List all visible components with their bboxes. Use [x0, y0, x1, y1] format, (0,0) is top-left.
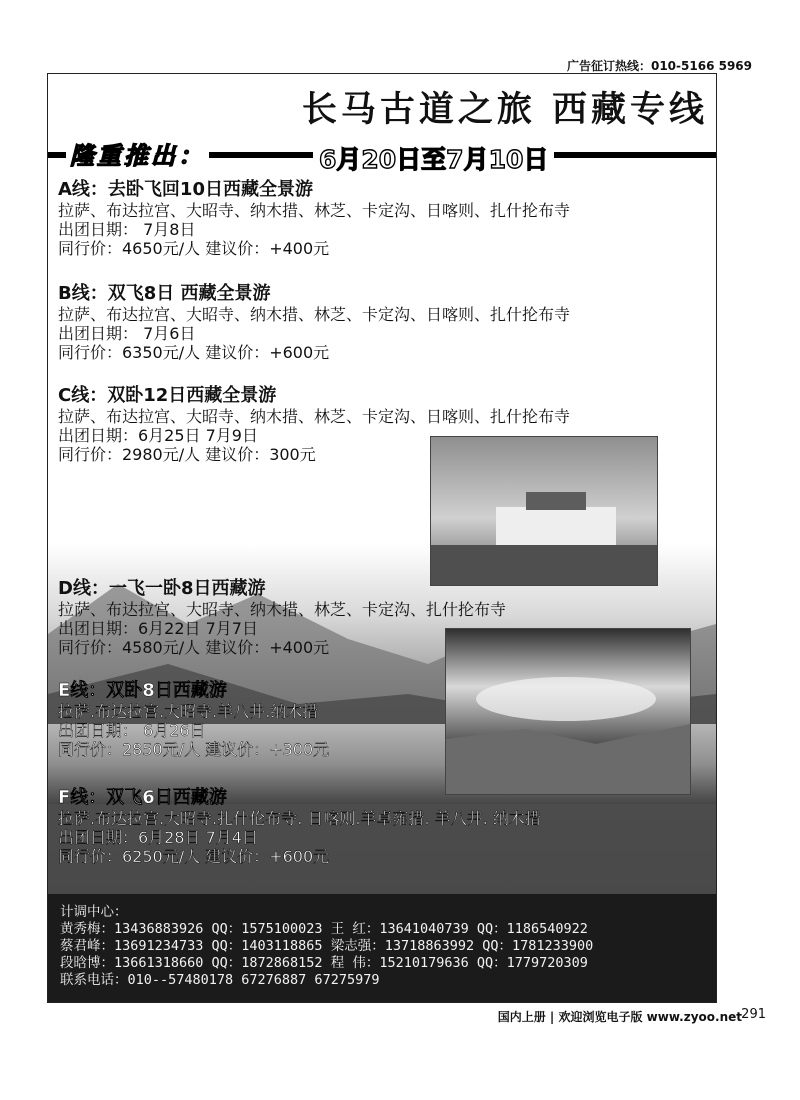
contact-info	[60, 904, 593, 989]
route-date: 出团日期： 7月8日	[58, 220, 196, 239]
footer-text: 国内上册 | 欢迎浏览电子版 www.zyoo.net	[497, 1010, 742, 1024]
ad-hotline: 广告征订热线：010-5166 5969	[566, 59, 752, 73]
route-price: 同行价：6350元/人 建议价：+600元	[58, 343, 330, 362]
route-a	[58, 180, 717, 258]
route-places: 拉萨、布达拉宫、大昭寺、纳木措、林芝、卡定沟、日喀则、扎什抡布寺	[58, 305, 571, 324]
ad-title: 长马古道之旅 西藏专线	[301, 90, 708, 130]
potala-palace-photo	[430, 436, 658, 586]
route-places: 拉萨、布达拉宫、大昭寺、纳木措、林芝、卡定沟、日喀则、扎什抡布寺	[58, 201, 571, 220]
contact-line: 段晗博：13661318660 QQ：1872868152 程 伟：15210179636 QQ：1779720309	[60, 955, 588, 971]
route-title: D线：一飞一卧8日西藏游	[58, 578, 266, 599]
banner-left-text: 隆重推出：	[66, 136, 209, 171]
route-e	[58, 681, 717, 759]
route-title: F线：双飞6日西藏游	[58, 787, 227, 808]
route-places: 拉萨、布达拉宫、大昭寺、纳木措、林芝、卡定沟、日喀则、扎什抡布寺	[58, 407, 571, 426]
route-title: C线：双卧12日西藏全景游	[58, 385, 277, 406]
route-places: 拉萨.布达拉宫.大昭寺.扎什伦布寺. 日喀则.羊卓雍措. 羊八井. 纳木措	[58, 809, 541, 828]
ad-frame	[47, 73, 717, 1003]
page-number: 291	[741, 1007, 766, 1022]
potala-palace-illustration	[431, 437, 657, 585]
route-title: B线：双飞8日 西藏全景游	[58, 283, 271, 304]
route-date: 出团日期：6月28日 7月4日	[58, 828, 258, 847]
contact-phone: 联系电话：010--57480178 67276887 67275979	[60, 972, 380, 988]
route-title: E线：双卧8日西藏游	[58, 680, 227, 701]
route-price: 同行价：2980元/人 建议价：300元	[58, 445, 316, 464]
route-f	[58, 788, 717, 866]
route-title: A线：去卧飞回10日西藏全景游	[58, 179, 313, 200]
route-price: 同行价：4650元/人 建议价：+400元	[58, 239, 330, 258]
contact-line: 黄秀梅：13436883926 QQ：1575100023 王 红：13641040739 QQ：1186540922	[60, 921, 588, 937]
route-b	[58, 284, 717, 362]
route-date: 出团日期： 7月6日	[58, 324, 196, 343]
route-places: 拉萨.布达拉宫.大昭寺.羊八井.纳木措	[58, 702, 319, 721]
contact-heading: 计调中心：	[60, 904, 128, 920]
route-price: 同行价：6250元/人 建议价：+600元	[58, 847, 330, 866]
route-date: 出团日期：6月22日 7月7日	[58, 619, 258, 638]
banner-date-text: 6月20日至7月10日	[313, 140, 554, 176]
route-date: 出团日期： 6月26日	[58, 721, 206, 740]
route-places: 拉萨、布达拉宫、大昭寺、纳木措、林芝、卡定沟、扎什抡布寺	[58, 600, 507, 619]
route-date: 出团日期：6月25日 7月9日	[58, 426, 258, 445]
route-price: 同行价：4580元/人 建议价：+400元	[58, 638, 330, 657]
contact-line: 蔡君峰：13691234733 QQ：1403118865 梁志强：13718863992 QQ：1781233900	[60, 938, 594, 954]
route-price: 同行价：2850元/人 建议价：+300元	[58, 740, 330, 759]
